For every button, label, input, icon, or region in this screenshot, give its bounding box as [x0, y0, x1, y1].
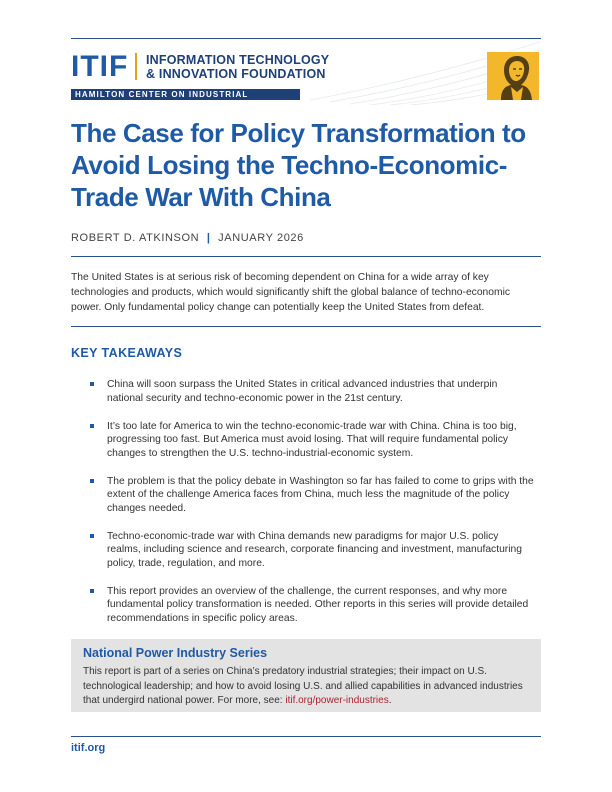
bullet-icon	[90, 534, 94, 538]
hamilton-portrait-icon	[487, 52, 539, 100]
abstract-top-rule	[71, 256, 541, 257]
takeaway-item	[90, 420, 535, 461]
takeaway-item	[90, 378, 535, 405]
takeaway-text: China will soon surpass the United States in critical advanced industries that underpin national security and techno-economic power in the 21st century.	[107, 379, 498, 404]
key-takeaways-heading: KEY TAKEAWAYS	[71, 346, 183, 360]
takeaway-text: The problem is that the policy debate in Washington so far has failed to come to grips with the extent of the challenge America faces from China, much less the magnitude of the policy changes needed.	[107, 475, 534, 514]
abstract-bottom-rule	[71, 326, 541, 327]
report-title: The Case for Policy Transformation to Avoid Losing the Techno-Economic-Trade War With China	[71, 118, 526, 212]
author-name: ROBERT D. ATKINSON	[71, 232, 200, 244]
abstract: The United States is at serious risk of becoming dependent on China for a wide array of key technologies and products, which would significantly shift the global balance of techno-economic power. Only fundamental policy change can potentially keep the United States from defeat.	[71, 272, 511, 313]
footer-rule	[71, 736, 541, 737]
bullet-icon	[90, 382, 94, 386]
takeaway-item	[90, 530, 535, 571]
series-body: This report is part of a series on China’s predatory industrial strategies; their impact on U.S. technological leadership; and how to avoid losing U.S. and allied capabilities in advanced industries that undergird national power. For more, see:	[83, 666, 523, 706]
bullet-icon	[90, 479, 94, 483]
byline	[71, 232, 304, 244]
bullet-icon	[90, 424, 94, 428]
takeaway-item	[90, 585, 535, 626]
series-link[interactable]: itif.org/power-industries	[285, 695, 389, 706]
takeaway-item	[90, 475, 535, 516]
org-name-line-1: INFORMATION TECHNOLOGY	[146, 53, 330, 67]
org-name-line-2: & INNOVATION FOUNDATION	[146, 67, 326, 81]
series-info-box	[71, 639, 541, 712]
bullet-icon	[90, 589, 94, 593]
takeaway-text: This report provides an overview of the challenge, the current responses, and why more fundamental policy transformation is needed. Other reports in this series will provide detailed recommendations in specific policy areas.	[107, 585, 529, 624]
series-description	[83, 665, 531, 709]
logo-separator	[135, 53, 137, 80]
center-banner	[71, 89, 300, 110]
itif-logo: ITIF	[71, 50, 129, 83]
takeaway-text: It’s too late for America to win the techno-economic-trade war with China. China is too big, progressing too fast. But America must avoid losing. That will require fundamental policy changes to strengthen the U.S. techno-industrial-economic system.	[107, 420, 517, 459]
publication-date: JANUARY 2026	[218, 232, 304, 244]
takeaway-text: Techno-economic-trade war with China demands new paradigms for major U.S. policy realms, including science and research, corporate financing and investment, manufacturing policy, trade, regulation, and more.	[107, 530, 522, 569]
key-takeaways-list	[90, 378, 535, 640]
byline-separator: |	[206, 232, 211, 244]
series-body-end: .	[388, 695, 392, 706]
center-name: HAMILTON CENTER ON INDUSTRIAL STRATEGY	[75, 90, 249, 110]
series-heading: National Power Industry Series	[83, 646, 268, 660]
footer-url[interactable]: itif.org	[71, 742, 106, 754]
top-rule	[71, 38, 541, 39]
